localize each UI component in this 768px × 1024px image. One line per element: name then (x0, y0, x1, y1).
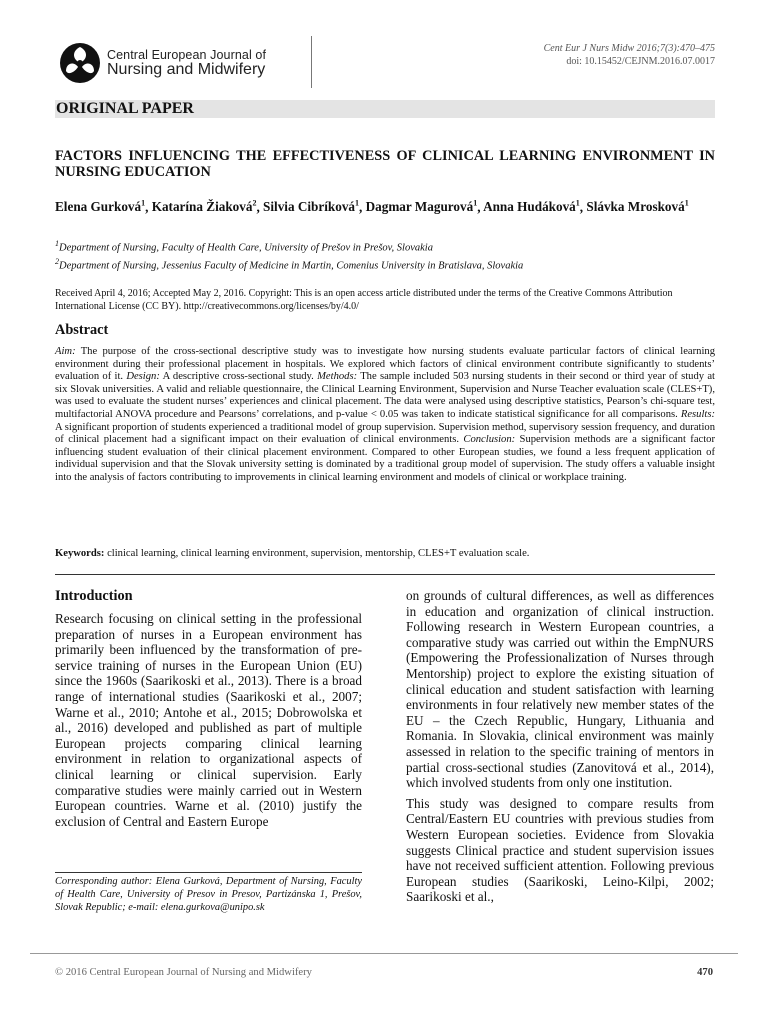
left-column (55, 588, 362, 829)
keywords: Keywords: clinical learning, clinical learning environment, supervision, mentorship, CLES+T evaluation scale. (55, 548, 530, 559)
doi: doi: 10.15452/CEJNM.2016.07.0017 (566, 56, 715, 67)
introduction-heading: Introduction (55, 588, 133, 604)
journal-name-line1: Central European Journal of (107, 48, 267, 62)
header-divider (311, 36, 312, 88)
affiliation: $^1$Department of Nursing, Faculty of Health Care, University of Prešov in Prešov, Slovakia (55, 239, 433, 254)
footnote-divider (55, 872, 362, 873)
author: Slávka Mrosková$^1$ (586, 199, 689, 215)
journal-header (55, 36, 715, 96)
journal-name-line2: Nursing and Midwifery (107, 61, 266, 78)
author-list: Elena Gurková$^1$, Katarína Žiaková$^2$, Silvia Cibríková$^1$, Dagmar Magurová$^1$, Anna Hudáková$^1$, Slávka Mrosková$^1$ (55, 199, 689, 215)
journal-logo-icon (58, 41, 102, 85)
citation-block (544, 42, 715, 68)
abstract-text: Aim: The purpose of the cross-sectional descriptive study was to investigate how nursing students evaluate particular factors of clinical learning environment during their professional placement in hospitals. We explored which factors of clinical environment contribute significantly to students’ evaluation of it. Design: A descriptive cross-sectional study. Methods: The sample included 503 nursing students in their second or third year of study at six Slovak universities. A valid and reliable questionnaire, the Clinical Learning Environment, Supervision and Nurse Teacher evaluation scale (CLES+T), was used to evaluate the student nurses’ experiences and clinical placement. The data were analysed using descriptive statistics, Pearson’s chi-square test, multifactorial ANOVA procedure and Pearsons’ correlations, and p-value < 0.05 was taken to indicate statistical significance for all comparisons. Results: A significant proportion of students experienced a traditional model of group supervision. Supervision method, supervisory session frequency, and duration of clinical placement had a significant impact on their evaluation of clinical environments. Conclusion: Supervision methods are a significant factor influencing student evaluation of their clinical placement environment. Compared to other European studies, we found a less frequent application of individual supervision and that the Slovak university setting is dominated by a traditional group model of supervision. The study offers a valuable insight into the analysis of factors contributing to improvements in clinical learning environment and models of clinical or workplace training. (55, 346, 715, 483)
section-label-bar (55, 100, 715, 118)
received-note: Received April 4, 2016; Accepted May 2, 2016. Copyright: This is an open access article distributed under the terms of the Creative Commons Attribution International License (CC BY). http://creativecommons.org/licenses/by/4.0/ (55, 288, 673, 312)
abstract-heading: Abstract (55, 322, 109, 338)
affiliations (55, 237, 715, 273)
body-paragraph: Research focusing on clinical setting in the professional preparation of nurses in a European environment has primarily been influenced by the transformation of pre-service training of nurses in the European Union (EU) since the 1960s (Saarikoski et al., 2013). There is a broad range of international studies (Saarikoski et al., 2007; Warne et al., 2010; Antohe et al., 2015; Dobrowolska et al., 2016) developed and published as part of multiple European projects comparing clinical learning environment in relation to organizational aspects of clinical learning or clinical supervision. Early comparative studies were mainly carried out in Western European countries. Warne et al. (2010) justify the exclusion of Central and Eastern Europe (55, 611, 362, 829)
page-number: 470 (697, 967, 713, 978)
right-column (406, 588, 714, 905)
section-label: ORIGINAL PAPER (56, 100, 194, 117)
citation: Cent Eur J Nurs Midw 2016;7(3):470–475 (543, 43, 715, 54)
author: Elena Gurková$^1$ (55, 199, 146, 215)
journal-name (107, 48, 266, 79)
footer-divider (30, 953, 738, 954)
section-divider (55, 574, 715, 575)
body-paragraph: on grounds of cultural differences, as well as differences in education and organization of clinical instruction. Following research in Western European countries, a comparative study was carried out within the EmpNURS (Empowering the Professionalization of Nurses through Mentorship) project to explore the existing situation of clinical education and student satisfaction with learning environments in four relatively new member states of the EU – the Czech Republic, Hungary, Lithuania and Romania. In Slovakia, clinical environment was mainly assessed in relation to the specific training of mentors in partial cross-sectional studies (Zanovitová et al., 2014), which involved students from only one institution. (406, 588, 714, 791)
footer-copyright: © 2016 Central European Journal of Nursing and Midwifery (55, 967, 312, 978)
paper-title: FACTORS INFLUENCING THE EFFECTIVENESS OF CLINICAL LEARNING ENVIRONMENT IN NURSING EDUCATION (55, 148, 715, 180)
affiliation: $^2$Department of Nursing, Jessenius Faculty of Medicine in Martin, Comenius University in Bratislava, Slovakia (55, 257, 524, 272)
author: Katarína Žiaková$^2$ (151, 199, 257, 215)
author: Silvia Cibríková$^1$ (263, 199, 360, 215)
author: Dagmar Magurová$^1$ (365, 199, 478, 215)
body-paragraph: This study was designed to compare results from Central/Eastern EU countries with previous studies from Western European societies. Evidence from Slovakia suggests Clinical practice and student supervision issues have not received sufficient attention. Following previous European studies (Saarikoski, Leino-Kilpi, 2002; Saarikoski et al., (406, 795, 714, 905)
author: Anna Hudáková$^1$ (483, 199, 580, 215)
corresponding-author: Corresponding author: Elena Gurková, Department of Nursing, Faculty of Health Care, University of Presov in Presov, Partizánska 1, Prešov, Slovak Republic; e-mail: elena.gurkova@unipo.sk (55, 876, 362, 913)
